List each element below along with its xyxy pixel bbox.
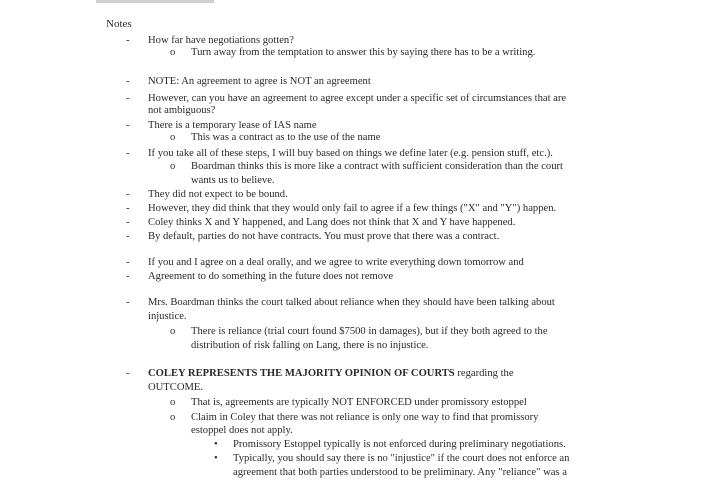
note-line: There is reliance (trial court found $7500 in damages), but if they both agreed to the xyxy=(191,326,548,337)
note-line: This was a contract as to the use of the name xyxy=(191,132,381,143)
dash-marker: - xyxy=(126,93,130,104)
dash-marker: - xyxy=(126,120,130,131)
majority-tail-text: regarding the xyxy=(454,368,514,379)
dash-marker: - xyxy=(126,271,130,282)
note-line-majority xyxy=(148,367,514,381)
bullet-marker: • xyxy=(214,439,218,450)
note-line: wants us to believe. xyxy=(191,175,275,186)
circle-marker: o xyxy=(170,47,176,58)
note-line: distribution of risk falling on Lang, there is no injustice. xyxy=(191,340,429,351)
dash-marker: - xyxy=(126,203,130,214)
note-line: There is a temporary lease of IAS name xyxy=(148,120,317,131)
dash-marker: - xyxy=(126,231,130,242)
notes-heading: Notes xyxy=(106,18,132,30)
dash-marker: - xyxy=(126,35,130,46)
note-line: How far have negotiations gotten? xyxy=(148,35,294,46)
note-line: OUTCOME. xyxy=(148,382,204,393)
dash-marker: - xyxy=(126,297,130,308)
dash-marker: - xyxy=(126,257,130,268)
dash-marker: - xyxy=(126,189,130,200)
dash-marker: - xyxy=(126,217,130,228)
note-line: not ambiguous? xyxy=(148,105,216,116)
note-line: If you and I agree on a deal orally, and we agree to write everything down tomorrow and xyxy=(148,257,524,268)
note-line: injustice. xyxy=(148,311,187,322)
bullet-marker: • xyxy=(214,453,218,464)
note-line: However, can you have an agreement to agree except under a specific set of circumstances that are xyxy=(148,93,567,104)
note-line: Mrs. Boardman thinks the court talked about reliance when they should have been talking about xyxy=(148,297,555,308)
circle-marker: o xyxy=(170,132,176,143)
dash-marker: - xyxy=(126,148,130,159)
dash-marker: - xyxy=(126,76,130,87)
circle-marker: o xyxy=(170,326,176,337)
note-line: NOTE: An agreement to agree is NOT an agreement xyxy=(148,76,371,87)
circle-marker: o xyxy=(170,412,176,423)
note-line: estoppel does not apply. xyxy=(191,425,293,436)
note-line: Claim in Coley that there was not reliance is only one way to find that promissory xyxy=(191,412,539,423)
note-line: However, they did think that they would only fail to agree if a few things ("X" and "Y") happen. xyxy=(148,203,557,214)
note-line: They did not expect to be bound. xyxy=(148,189,288,200)
note-line: That is, agreements are typically NOT ENFORCED under promissory estoppel xyxy=(191,397,527,408)
note-line: Boardman thinks this is more like a contract with sufficient consideration than the court xyxy=(191,161,563,172)
note-line: Typically, you should say there is no "injustice" if the court does not enforce an xyxy=(233,453,570,464)
circle-marker: o xyxy=(170,397,176,408)
note-line: Promissory Estoppel typically is not enforced during preliminary negotiations. xyxy=(233,439,566,450)
top-cropped-line xyxy=(96,0,214,3)
note-line: Coley thinks X and Y happened, and Lang does not think that X and Y have happened. xyxy=(148,217,516,228)
note-line: agreement that both parties understood to be preliminary. Any "reliance" was a xyxy=(233,467,567,478)
dash-marker: - xyxy=(126,368,130,379)
circle-marker: o xyxy=(170,161,176,172)
note-line: By default, parties do not have contracts. You must prove that there was a contract. xyxy=(148,231,500,242)
majority-bold-text: COLEY REPRESENTS THE MAJORITY OPINION OF COURTS xyxy=(148,368,455,379)
note-line: If you take all of these steps, I will buy based on things we define later (e.g. pension stuff, etc.). xyxy=(148,148,553,159)
note-line: Agreement to do something in the future does not remove xyxy=(148,271,394,282)
note-line: Turn away from the temptation to answer this by saying there has to be a writing. xyxy=(191,47,536,58)
